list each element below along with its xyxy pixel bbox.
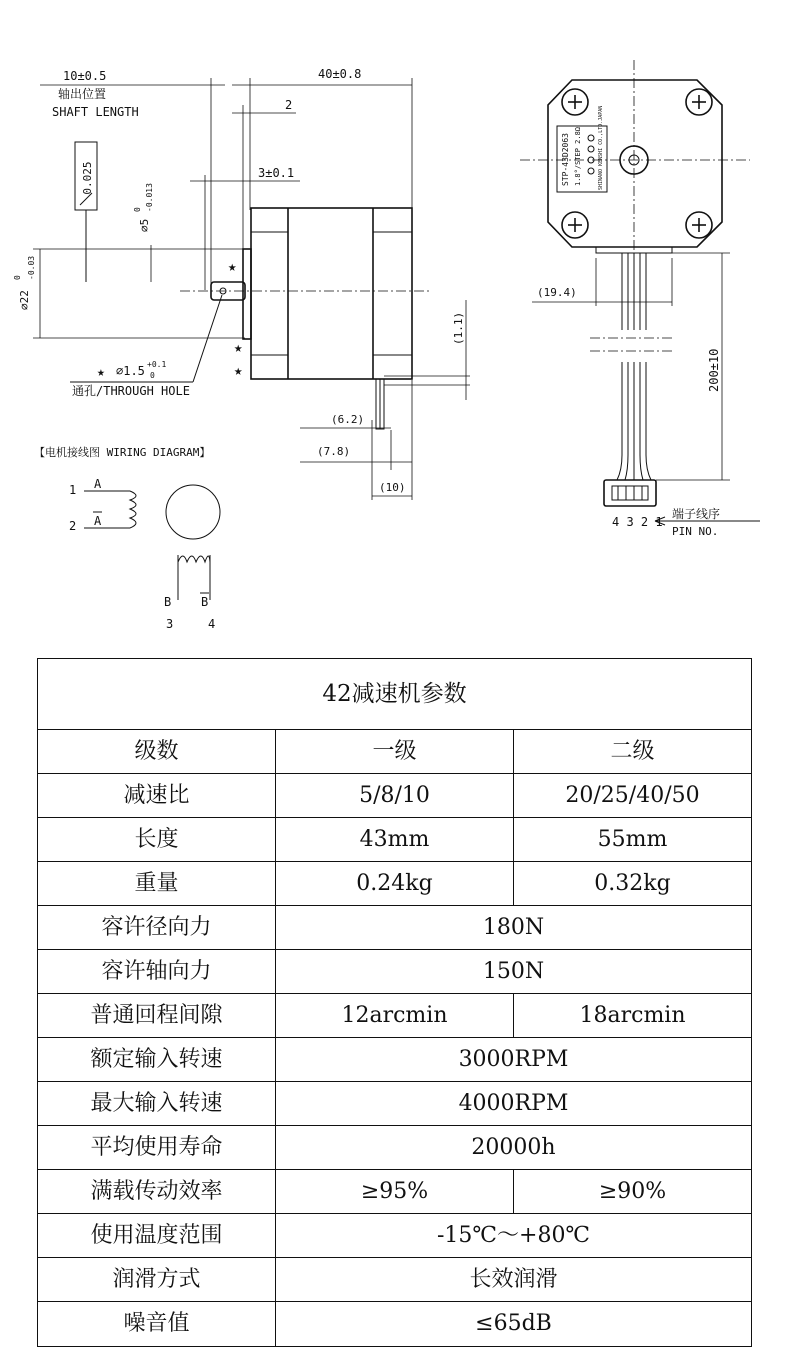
table-row: 容许轴向力 150N (38, 950, 752, 994)
wiring-title: 【电机接线图 WIRING DIAGRAM】 (34, 446, 211, 459)
svg-text:2: 2 (69, 519, 77, 533)
back-view (520, 60, 760, 538)
table-row: 普通回程间隙 12arcmin 18arcmin (38, 994, 752, 1038)
shaft-length-en: SHAFT LENGTH (52, 105, 139, 119)
body-length-dim: 40±0.8 (318, 67, 362, 81)
hole-diameter: ⌀1.5 (116, 364, 145, 378)
header-col1: 一级 (276, 730, 514, 774)
gearbox-spec-table (37, 658, 752, 1347)
table-row: 额定输入转速 3000RPM (38, 1038, 752, 1082)
svg-text:4: 4 (208, 617, 216, 631)
svg-text:-0.013: -0.013 (145, 183, 154, 212)
table-row: 重量 0.24kg 0.32kg (38, 862, 752, 906)
motor-dimension-drawing (0, 0, 790, 650)
table-row: 最大输入转速 4000RPM (38, 1082, 752, 1126)
dim-2: 2 (285, 98, 293, 112)
svg-text:A: A (94, 477, 102, 491)
table-row: 润滑方式 长效润滑 (38, 1258, 752, 1302)
svg-text:+0.1: +0.1 (147, 360, 167, 369)
svg-text:-0.03: -0.03 (27, 255, 36, 280)
through-hole-label: 通孔/THROUGH HOLE (72, 384, 190, 398)
label-circles (588, 135, 594, 174)
shaft-length-dim: 10±0.5 (63, 69, 107, 83)
svg-text:3: 3 (166, 617, 174, 631)
star-mark: ★ (228, 259, 237, 275)
dim-1-1: (1.1) (452, 311, 465, 345)
table-row: 长度 43mm 55mm (38, 818, 752, 862)
header-col2: 二级 (514, 730, 752, 774)
header-label: 级数 (38, 730, 276, 774)
front-view (13, 67, 470, 500)
runout-tolerance: 0.025 (81, 161, 94, 195)
shaft-diameter: ⌀5 (138, 218, 151, 232)
wiring-diagram (34, 445, 220, 631)
svg-text:0: 0 (13, 275, 22, 280)
svg-text:B: B (164, 595, 172, 609)
dim-10: (10) (379, 481, 406, 494)
dim-19-4: (19.4) (537, 286, 577, 299)
table-row: 容许径向力 180N (38, 906, 752, 950)
table-row: 减速比 5/8/10 20/25/40/50 (38, 774, 752, 818)
pin-numbers: 4 3 2 1 (612, 515, 663, 529)
table-row: 使用温度范围 -15℃～+80℃ (38, 1214, 752, 1258)
label-model: STP-43D2063 (561, 133, 570, 186)
table-row: 满载传动效率 ≥95% ≥90% (38, 1170, 752, 1214)
star-mark: ★ (234, 363, 243, 379)
svg-text:1: 1 (69, 483, 77, 497)
star-mark: ★ (234, 340, 243, 356)
svg-text:0: 0 (150, 371, 155, 380)
dim-6-2: (6.2) (331, 413, 365, 426)
dim-3: 3±0.1 (258, 166, 295, 180)
svg-text:★: ★ (97, 365, 105, 380)
label-maker: SHINANO KENSHI CO.,LTD.JAPAN (598, 105, 604, 190)
label-step: 1.8°/STEP 2.8Ω (574, 126, 582, 186)
dim-7-8: (7.8) (317, 445, 351, 458)
shaft-length-cn: 轴出位置 (58, 87, 107, 101)
svg-text:0: 0 (133, 207, 142, 212)
cable-length-dim: 200±10 (707, 348, 721, 392)
table-row: 噪音值 ≤65dB (38, 1302, 752, 1347)
pin-order-cn: 端子线序 (672, 507, 721, 521)
table-row: 平均使用寿命 20000h (38, 1126, 752, 1170)
svg-text:B: B (201, 595, 209, 609)
table-title: 42减速机参数 (38, 659, 752, 730)
svg-text:A: A (94, 514, 102, 528)
boss-diameter: ⌀22 (18, 290, 31, 310)
table-header-row (38, 730, 752, 774)
table-title-row (38, 659, 752, 730)
pin-order-en: PIN NO. (672, 525, 719, 538)
